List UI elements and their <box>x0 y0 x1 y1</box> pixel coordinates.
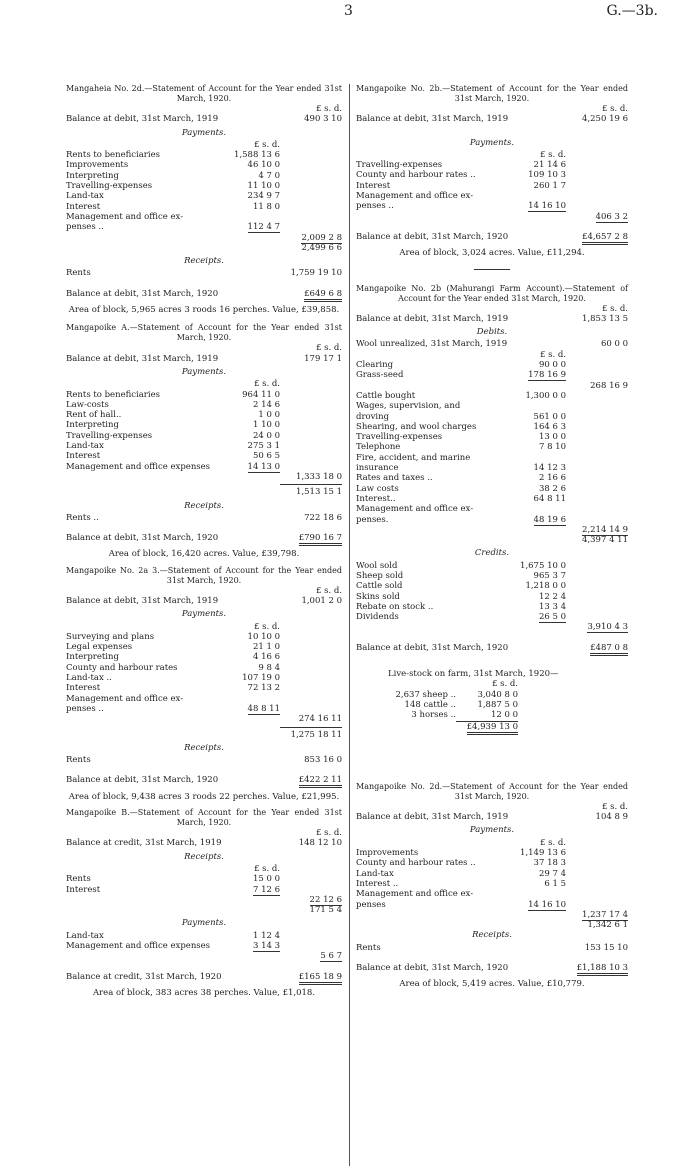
line-item <box>356 700 628 710</box>
line-item <box>66 694 342 704</box>
line-item-label: Interest <box>66 201 101 212</box>
currency-header: £ s. d. <box>491 679 518 690</box>
line-item-amount: 1,887 5 0 <box>477 699 518 710</box>
payments-total-row: 406 3 2 <box>595 211 628 222</box>
line-item <box>66 181 342 191</box>
area-note: Area of block, 5,419 acres. Value, £10,779. <box>399 979 585 990</box>
closing-balance-row: Balance at debit, 31st March, 1920 £422 2 11 <box>66 775 342 785</box>
line-item-label: Sheep sold <box>356 570 404 581</box>
currency-header: £ s. d. <box>253 379 280 390</box>
payments-total-row: 1,237 17 4 <box>582 909 628 920</box>
line-item-amount: 21 14 6 <box>533 160 566 171</box>
payments-list <box>356 848 628 910</box>
line-item-label: Rebate on stock .. <box>356 601 434 612</box>
line-item <box>356 504 628 514</box>
rents-row: Rents 1,759 19 10 <box>66 268 342 279</box>
opening-balance-row: Balance at debit, 31st March, 1919 104 8 9 <box>356 812 628 823</box>
page-header <box>0 3 700 26</box>
payments-total-row: 274 16 11 <box>298 714 342 725</box>
line-item-label: Management and office expenses <box>66 461 211 472</box>
line-item-amount: 48 19 6 <box>533 514 566 525</box>
line-item-label: Improvements <box>66 160 129 171</box>
line-item <box>356 494 628 504</box>
payments-total-row: 1,333 18 0 <box>296 471 342 482</box>
closing-balance-row: Balance at debit, 31st March, 1920 £1,188 10 3 <box>356 963 628 973</box>
line-item <box>356 515 628 525</box>
line-item-label: Wool sold <box>356 560 398 571</box>
line-item <box>66 931 342 941</box>
line-item-amount: 13 0 0 <box>538 432 566 443</box>
line-item-amount: 4 16 6 <box>252 652 280 663</box>
line-item-amount: 260 1 7 <box>533 180 566 191</box>
livestock-list <box>356 690 628 721</box>
rents-row: Rents 153 15 10 <box>356 942 628 953</box>
line-item-label: penses .. <box>66 703 104 714</box>
line-item <box>356 160 628 170</box>
line-item <box>66 150 342 160</box>
line-item-label: County and harbour rates .. <box>356 170 476 181</box>
line-item-label: Cattle sold <box>356 581 403 592</box>
line-item-amount: 14 16 10 <box>528 899 566 910</box>
line-item-label: Interest <box>66 884 101 895</box>
line-item-amount: 6 1 5 <box>544 878 566 889</box>
line-item <box>66 441 342 451</box>
line-item-amount: 109 10 3 <box>528 170 566 181</box>
line-item-amount: 1 12 4 <box>252 930 280 941</box>
line-item-label: Management and office ex- <box>356 889 474 900</box>
currency-header: £ s. d. <box>539 349 566 360</box>
currency-header: £ s. d. <box>601 801 628 812</box>
statement-mangapoike-2d <box>356 782 628 990</box>
subtotal-row: 1,513 15 1 <box>296 487 342 498</box>
line-item-label: Rents <box>66 874 91 885</box>
line-item-label: Land-tax <box>66 441 104 452</box>
area-note: Area of block, 9,438 acres 3 roods 22 perches. Value, £21,995. <box>68 791 340 802</box>
payments-list <box>66 390 342 472</box>
line-item <box>66 673 342 683</box>
line-item-label: Rent of hall.. <box>66 410 122 421</box>
line-item <box>66 451 342 461</box>
line-item-amount: 1,218 0 0 <box>525 581 566 592</box>
line-item <box>356 201 628 211</box>
line-item <box>356 370 628 380</box>
line-item-label: Rates and taxes .. <box>356 473 433 484</box>
line-item <box>66 683 342 693</box>
line-item <box>66 171 342 181</box>
closing-balance-row: Balance at debit, 31st March, 1920 £790 16 7 <box>66 533 342 543</box>
subtotal-row: 2,499 6 6 <box>301 242 342 253</box>
line-item <box>66 431 342 441</box>
line-item-amount: 9 8 4 <box>258 662 280 673</box>
wool-unrealized-row: Wool unrealized, 31st March, 1919 60 0 0 <box>356 339 628 350</box>
line-item-amount: 275 3 1 <box>247 441 280 452</box>
credits-total-row: 3,910 4 3 <box>587 622 628 633</box>
line-item <box>66 874 342 884</box>
rents-row: Rents .. 722 18 6 <box>66 512 342 523</box>
payments-heading: Payments. <box>469 137 515 148</box>
debits-heading: Debits. <box>476 327 508 338</box>
statement-title: Mangapoike No. 2b.—Statement of Account for the Year ended 31st March, 1920. <box>356 84 628 103</box>
line-item <box>356 879 628 889</box>
currency-header: £ s. d. <box>539 837 566 848</box>
line-item-label: Management and office ex- <box>356 504 474 515</box>
currency-header: £ s. d. <box>315 828 342 839</box>
statement-title: Mangapoike B.—Statement of Account for the Year ended 31st March, 1920. <box>66 808 342 828</box>
line-item-amount: 64 8 11 <box>533 493 566 504</box>
receipts-total-row: 22 12 6 <box>309 894 342 905</box>
line-item-label: Fire, accident, and marine <box>356 452 471 463</box>
line-item <box>356 442 628 452</box>
line-item-amount: 107 19 0 <box>242 673 280 684</box>
payments-heading: Payments. <box>469 825 515 836</box>
area-note: Area of block, 5,965 acres 3 roods 16 perches. Value, £39,858. <box>68 305 340 316</box>
line-item-label: insurance <box>356 463 399 474</box>
livestock-title: Live-stock on farm, 31st March, 1920— <box>388 669 559 680</box>
opening-balance-row: Balance at debit, 31st March, 1919 1,853 13 5 <box>356 313 628 324</box>
line-item-label: Management and office expenses <box>66 941 211 951</box>
line-item-amount: 164 6 3 <box>533 421 566 432</box>
line-item-amount: 48 8 11 <box>247 703 280 714</box>
line-item <box>356 191 628 201</box>
line-item-label: Grass-seed <box>356 370 404 381</box>
page-number: 3 <box>344 3 353 19</box>
line-item-label: Cattle bought <box>356 390 416 401</box>
line-item-label: Interest.. <box>356 493 396 504</box>
line-item-label: Interest .. <box>356 878 399 889</box>
line-item-label: Interpreting <box>66 170 119 181</box>
subtotal-row: 171 5 4 <box>309 905 342 916</box>
line-item-label: Law costs <box>356 483 399 494</box>
receipts-heading: Receipts. <box>184 500 224 511</box>
payments-heading: Payments. <box>181 609 227 620</box>
statement-mahurangi-farm <box>356 284 628 732</box>
receipts-list <box>66 874 342 895</box>
statement-mangapoike-b <box>66 808 342 998</box>
line-item-label: Interpreting <box>66 420 119 431</box>
line-item <box>356 602 628 612</box>
line-item <box>356 592 628 602</box>
line-item-amount: 50 6 5 <box>252 451 280 462</box>
line-item <box>356 869 628 879</box>
line-item-amount: 29 7 4 <box>538 868 566 879</box>
line-item-label: Travelling-expenses <box>66 181 153 192</box>
line-item-label: Law-costs <box>66 399 109 410</box>
line-item <box>66 400 342 410</box>
line-item <box>356 571 628 581</box>
statement-mangapoike-a <box>66 323 342 559</box>
line-item <box>356 858 628 868</box>
livestock-total-row: £4,939 13 0 <box>356 721 628 732</box>
line-item-label: Surveying and plans <box>66 631 155 642</box>
line-item-label: penses <box>356 899 386 910</box>
line-item <box>66 420 342 430</box>
line-item <box>356 900 628 910</box>
right-column <box>356 84 628 996</box>
line-item-amount: 1 0 0 <box>258 410 280 421</box>
line-item-label: Management and office ex- <box>356 191 474 202</box>
line-item-amount: 14 12 3 <box>533 463 566 474</box>
line-item <box>356 889 628 899</box>
line-item <box>66 410 342 420</box>
line-item-label: Dividends <box>356 612 399 623</box>
line-item <box>66 462 342 472</box>
line-item-label: Travelling-expenses <box>356 160 443 171</box>
section-separator <box>474 269 510 270</box>
area-note: Area of block, 3,024 acres. Value, £11,294. <box>399 248 585 259</box>
area-note: Area of block, 383 acres 38 perches. Value, £1,018. <box>92 987 316 998</box>
line-item-label: penses .. <box>356 201 394 212</box>
debits-subtotal-1: 268 16 9 <box>590 380 628 391</box>
payments-list <box>66 931 342 952</box>
line-item-label: penses. <box>356 514 389 525</box>
payments-list <box>66 632 342 714</box>
debits-total-row: 4,397 4 11 <box>582 535 628 546</box>
line-item-amount: 21 1 0 <box>252 642 280 653</box>
line-item-amount: 4 7 0 <box>258 170 280 181</box>
line-item-amount: 1,300 0 0 <box>525 390 566 401</box>
receipts-heading: Receipts. <box>184 742 224 753</box>
line-item-amount: 72 13 2 <box>247 683 280 694</box>
debits-list-1 <box>356 360 628 381</box>
line-item-amount: 2 14 6 <box>252 399 280 410</box>
credits-heading: Credits. <box>474 548 510 559</box>
statement-mangapoike-2b <box>356 84 628 259</box>
line-item-label: Interest <box>66 683 101 694</box>
line-item-label: Interest <box>356 180 391 191</box>
line-item-label: County and harbour rates .. <box>356 858 476 869</box>
payments-list <box>66 150 342 232</box>
currency-header: £ s. d. <box>601 104 628 114</box>
line-item-label: Interest <box>66 451 101 462</box>
line-item-label: Wages, supervision, and <box>356 401 461 412</box>
line-item-label: Land-tax <box>356 868 394 879</box>
line-item-label: 148 cattle .. <box>404 699 456 710</box>
line-item-label: droving <box>356 411 390 422</box>
line-item-amount: 14 13 0 <box>247 461 280 472</box>
statement-mangaheia-2d <box>66 84 342 315</box>
column-divider <box>349 84 350 1166</box>
line-item-amount: 11 10 0 <box>247 181 280 192</box>
area-note: Area of block, 16,420 acres. Value, £39,798. <box>108 549 300 560</box>
closing-balance-row: Balance at debit, 31st March, 1920 £649 6 8 <box>66 289 342 299</box>
payments-heading: Payments. <box>181 366 227 377</box>
line-item-amount: 26 5 0 <box>538 612 566 623</box>
line-item <box>66 663 342 673</box>
line-item-amount: 11 8 0 <box>252 201 280 212</box>
debits-subtotal-2: 2,214 14 9 <box>582 524 628 535</box>
line-item <box>356 170 628 180</box>
line-item-label: Skins sold <box>356 591 400 602</box>
line-item <box>356 422 628 432</box>
currency-header: £ s. d. <box>253 863 280 874</box>
line-item-label: Telephone <box>356 442 401 453</box>
closing-balance-row: Balance at debit, 31st March, 1920 £487 0 8 <box>356 643 628 653</box>
line-item <box>356 412 628 422</box>
line-item <box>356 561 628 571</box>
line-item <box>66 642 342 652</box>
line-item <box>356 581 628 591</box>
line-item <box>356 401 628 411</box>
payments-total-row: 5 6 7 <box>320 951 342 962</box>
line-item-amount: 964 11 0 <box>242 389 280 400</box>
line-item <box>66 191 342 201</box>
statement-title: Mangapoike No. 2b (Mahurangi Farm Account).—Statement of Account for the Year ended 31st March, 1920. <box>356 283 628 303</box>
line-item-amount: 13 3 4 <box>538 601 566 612</box>
line-item-label: Land-tax <box>66 930 104 941</box>
line-item <box>66 885 342 895</box>
line-item <box>356 181 628 191</box>
line-item-amount: 15 0 0 <box>252 874 280 885</box>
line-item <box>66 652 342 662</box>
payments-list <box>356 160 628 211</box>
subtotal-row: 1,275 18 11 <box>290 729 342 740</box>
line-item-label: Rents to beneficiaries <box>66 150 160 161</box>
line-item-amount: 234 9 7 <box>247 191 280 202</box>
line-item-label: 3 horses .. <box>411 710 456 721</box>
line-item <box>356 690 628 700</box>
line-item-label: Legal expenses <box>66 642 133 653</box>
line-item-label: Land-tax .. <box>66 673 112 684</box>
line-item-label: Land-tax <box>66 191 104 202</box>
line-item-amount: 12 2 4 <box>538 591 566 602</box>
opening-balance-row: Balance at debit, 31st March, 1919 4,250 19 6 <box>356 114 628 125</box>
line-item <box>66 390 342 400</box>
line-item-amount: 90 0 0 <box>538 360 566 371</box>
receipts-heading: Receipts. <box>472 930 512 941</box>
line-item-label: Travelling-expenses <box>66 430 153 441</box>
line-item <box>66 941 342 951</box>
currency-header: £ s. d. <box>539 149 566 160</box>
statement-title: Mangapoike No. 2d.—Statement of Account for the Year ended 31st March, 1920. <box>356 781 628 801</box>
line-item-amount: 2 16 6 <box>538 473 566 484</box>
left-column <box>66 84 342 1004</box>
currency-header: £ s. d. <box>315 585 342 596</box>
line-item-label: Shearing, and wool charges <box>356 421 477 432</box>
line-item-label: penses .. <box>66 222 104 233</box>
line-item <box>356 453 628 463</box>
line-item <box>356 473 628 483</box>
line-item-label: Clearing <box>356 360 394 371</box>
line-item-amount: 46 10 0 <box>247 160 280 171</box>
rents-row: Rents 853 16 0 <box>66 755 342 766</box>
subtotal-row: 1,342 6 1 <box>587 920 628 931</box>
series-reference: G.—3b. <box>606 3 658 19</box>
payments-heading: Payments. <box>181 918 227 929</box>
statement-title: Mangapoike A.—Statement of Account for the Year ended 31st March, 1920. <box>66 323 342 343</box>
line-item-amount: 10 10 0 <box>247 631 280 642</box>
statement-mangapoike-2a3 <box>66 566 342 802</box>
debits-list-2 <box>356 391 628 525</box>
line-item <box>66 704 342 714</box>
opening-balance-row: Balance at debit, 31st March, 1919 1,001 2 0 <box>66 595 342 606</box>
statement-title: Mangaheia No. 2d.—Statement of Account for the Year ended 31st March, 1920. <box>66 84 342 103</box>
line-item-amount: 1,675 10 0 <box>520 560 566 571</box>
line-item <box>66 160 342 170</box>
receipts-heading: Receipts. <box>184 256 224 267</box>
currency-header: £ s. d. <box>253 139 280 150</box>
opening-balance-row: Balance at debit, 31st March, 1919 179 17 1 <box>66 353 342 364</box>
statement-title: Mangapoike No. 2a 3.—Statement of Account for the Year ended 31st March, 1920. <box>66 565 342 585</box>
line-item-amount: 37 18 3 <box>533 858 566 869</box>
closing-balance-row: Balance at credit, 31st March, 1920 £165 18 9 <box>66 972 342 982</box>
currency-header: £ s. d. <box>315 343 342 354</box>
line-item-amount: 7 8 10 <box>538 442 566 453</box>
line-item <box>356 391 628 401</box>
line-item-amount: 12 0 0 <box>490 710 518 721</box>
line-item <box>356 484 628 494</box>
opening-balance-row: Balance at credit, 31st March, 1919 148 12 10 <box>66 838 342 849</box>
line-item <box>356 612 628 622</box>
line-item-label: Travelling-expenses <box>356 432 443 443</box>
line-item-amount: 1 10 0 <box>252 420 280 431</box>
line-item-label: Management and office ex- <box>66 211 184 222</box>
opening-balance-row: Balance at debit, 31st March, 1919 490 3 10 <box>66 114 342 125</box>
line-item-amount: 178 16 9 <box>528 370 566 381</box>
line-item-label: Management and office ex- <box>66 693 184 704</box>
line-item <box>66 632 342 642</box>
line-item <box>356 463 628 473</box>
receipts-heading: Receipts. <box>184 851 224 862</box>
line-item <box>356 848 628 858</box>
line-item-label: Interpreting <box>66 652 119 663</box>
closing-balance-row: Balance at debit, 31st March, 1920 £4,657 2 8 <box>356 232 628 242</box>
line-item-amount: 3 14 3 <box>252 941 280 951</box>
line-item <box>356 432 628 442</box>
line-item-amount: 112 4 7 <box>247 222 280 233</box>
line-item-label: County and harbour rates <box>66 662 178 673</box>
payments-heading: Payments. <box>181 127 227 138</box>
line-item-amount: 14 16 10 <box>528 201 566 212</box>
line-item-amount: 3,040 8 0 <box>477 689 518 700</box>
line-item-label: Improvements <box>356 848 419 859</box>
line-item-amount: 7 12 6 <box>252 884 280 895</box>
credits-list <box>356 561 628 623</box>
line-item-label: 2,637 sheep .. <box>395 689 456 700</box>
line-item-label: Rents to beneficiaries <box>66 389 160 400</box>
line-item-amount: 1,149 13 6 <box>520 848 566 859</box>
line-item <box>356 360 628 370</box>
line-item <box>356 710 628 720</box>
line-item-amount: 1,588 13 6 <box>234 150 280 161</box>
line-item <box>66 212 342 222</box>
currency-header: £ s. d. <box>315 104 342 114</box>
line-item-amount: 561 0 0 <box>533 411 566 422</box>
line-item <box>66 202 342 212</box>
line-item-amount: 965 3 7 <box>533 570 566 581</box>
line-item-amount: 24 0 0 <box>252 430 280 441</box>
line-item <box>66 222 342 232</box>
payments-total-row: 2,009 2 8 <box>301 232 342 243</box>
currency-header: £ s. d. <box>253 621 280 632</box>
currency-header: £ s. d. <box>601 303 628 314</box>
line-item-amount: 38 2 6 <box>538 483 566 494</box>
